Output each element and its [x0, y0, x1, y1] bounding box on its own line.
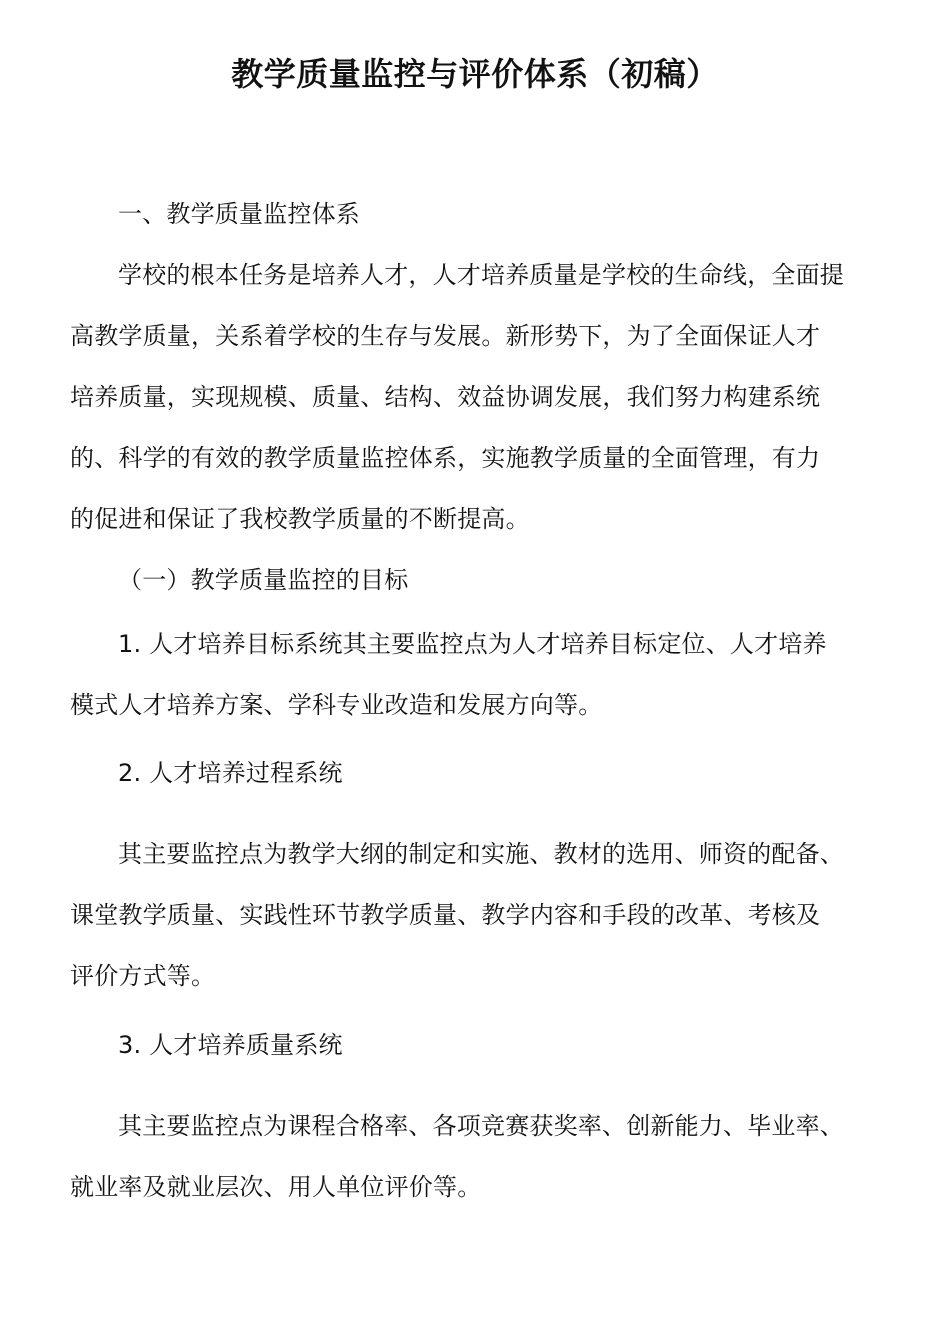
- item-heading: 2. 人才培养过程系统: [118, 759, 343, 787]
- paragraph-line: 高教学质量，关系着学校的生存与发展。新形势下，为了全面保证人才: [70, 322, 821, 350]
- paragraph-line: 就业率及就业层次、用人单位评价等。: [70, 1173, 482, 1201]
- paragraph-line: 学校的根本任务是培养人才，人才培养质量是学校的生命线，全面提: [118, 261, 844, 289]
- paragraph-line: 1. 人才培养目标系统其主要监控点为人才培养目标定位、人才培养: [118, 630, 827, 658]
- item-heading: 3. 人才培养质量系统: [118, 1031, 343, 1059]
- paragraph-line: 评价方式等。: [70, 962, 216, 990]
- paragraph-line: 课堂教学质量、实践性环节教学质量、教学内容和手段的改革、考核及: [70, 901, 821, 929]
- paragraph-line: 培养质量，实现规模、质量、结构、效益协调发展，我们努力构建系统: [70, 383, 821, 411]
- paragraph-line: 其主要监控点为教学大纲的制定和实施、教材的选用、师资的配备、: [118, 840, 844, 868]
- section-heading: 一、教学质量监控体系: [118, 200, 360, 228]
- paragraph-line: 的促进和保证了我校教学质量的不断提高。: [70, 505, 530, 533]
- paragraph-line: 其主要监控点为课程合格率、各项竞赛获奖率、创新能力、毕业率、: [118, 1112, 844, 1140]
- paragraph-line: 的、科学的有效的教学质量监控体系，实施教学质量的全面管理，有力: [70, 444, 821, 472]
- paragraph-line: 模式人才培养方案、学科专业改造和发展方向等。: [70, 691, 603, 719]
- document-title: 教学质量监控与评价体系（初稿）: [231, 55, 719, 93]
- subsection-heading: （一）教学质量监控的目标: [118, 566, 409, 594]
